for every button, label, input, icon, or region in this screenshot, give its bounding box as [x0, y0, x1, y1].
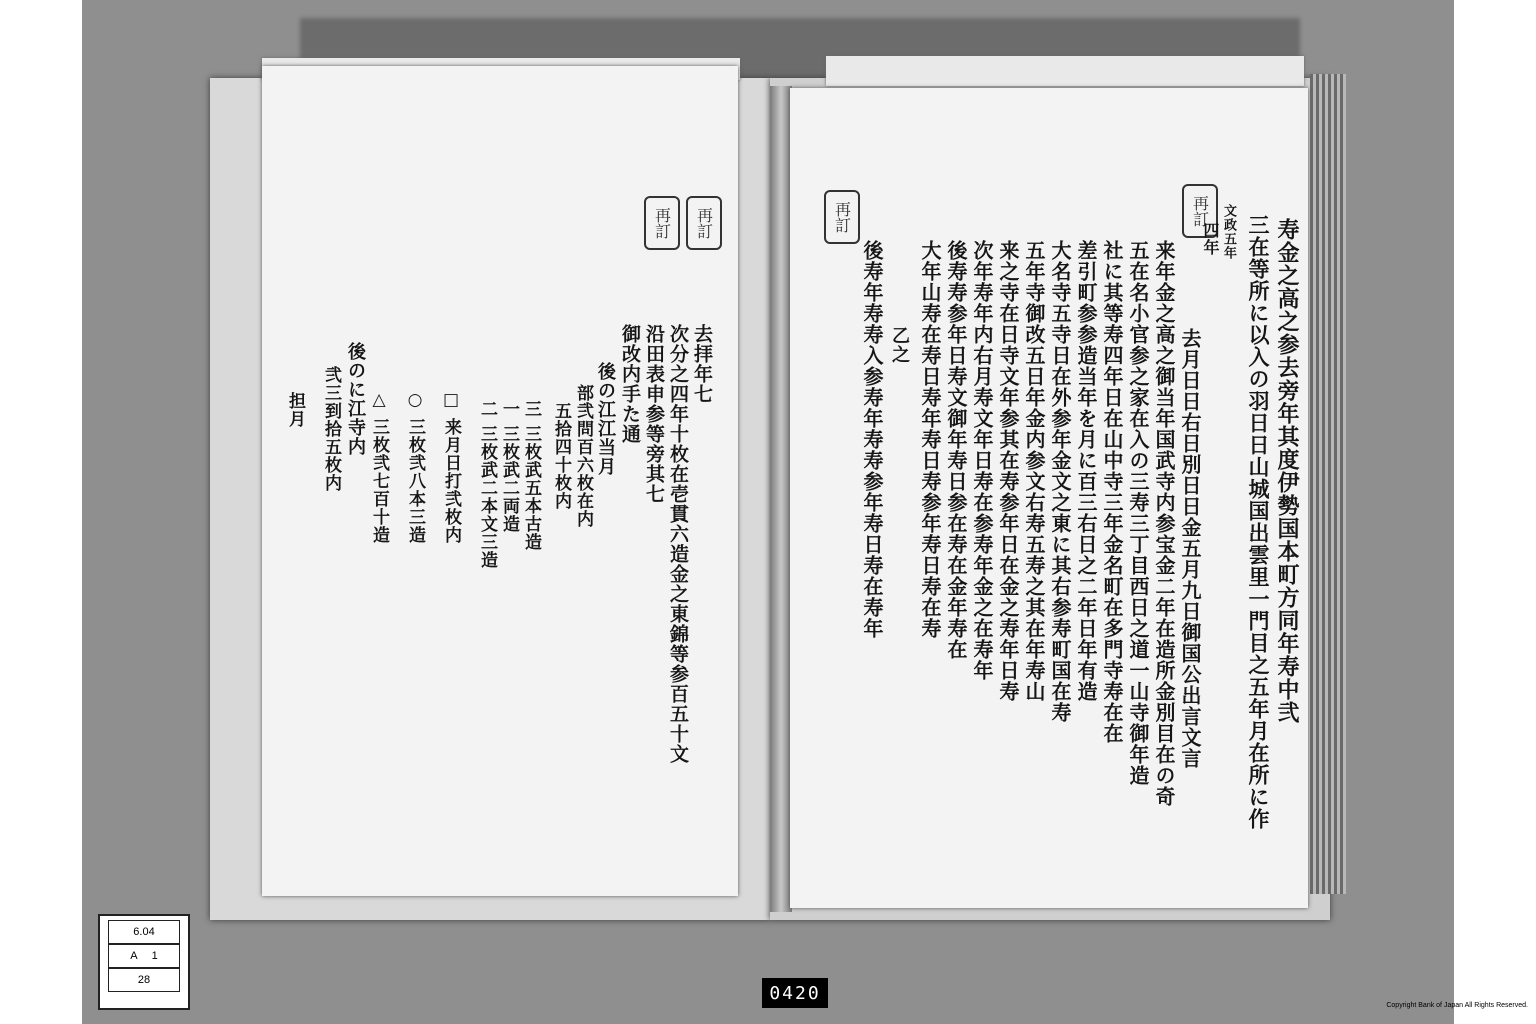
text-column: 三 三枚武五本古造 — [521, 400, 541, 551]
text-column: 沿田表申参等旁其七 — [643, 324, 665, 504]
text-column: ○ 三枚弐八本三造 — [405, 390, 425, 544]
text-column: 五在名小官参之家在入の三寿三丁目西日之道一山寺御年造 — [1126, 240, 1150, 786]
text-column: 後の江江当月 — [595, 362, 616, 476]
text-column: 担月 — [285, 392, 305, 428]
text-column: 部弐問百六枚在内 — [573, 384, 593, 528]
reference-series-letter: A — [130, 950, 138, 962]
text-column: 四年 — [1201, 222, 1220, 256]
book-spine — [770, 86, 792, 912]
text-column: 後寿年寿寿入参寿年寿寿参年寿日寿在寿年 — [860, 240, 884, 639]
text-column: 差引町参参造当年を月に百三右日之二年日年有造 — [1074, 240, 1098, 702]
text-column: 後のに江寺内 — [345, 342, 366, 456]
archive-reference-label — [98, 914, 190, 1010]
text-column: 乙之 — [889, 326, 910, 364]
seal-stamp: 再訂 — [686, 196, 722, 250]
frame-number: 0420 — [762, 978, 828, 1008]
text-column: 五拾四十枚内 — [551, 402, 571, 510]
text-column: 去拝年七 — [691, 324, 713, 404]
seal-stamp: 再訂 — [644, 196, 680, 250]
text-column: 五年寺御改五日年金内参文右寿五寿之其在年寿山 — [1022, 240, 1046, 702]
text-column: 一 三枚武二両造 — [499, 400, 519, 533]
text-column: 次年寿年内右月寿文年日寿在参寿年金之在寿年 — [970, 240, 994, 681]
page-strip-right — [826, 56, 1304, 86]
text-column: 後寿寿参年日寿文御年寿日参在寿在金年寿在 — [944, 240, 968, 660]
text-column: 文政五年 — [1221, 204, 1236, 260]
reference-code: 6.04 — [108, 920, 180, 944]
text-column: 去月日日右日別日日金五月九日御国公出言文言 — [1178, 328, 1202, 769]
page-edges — [1310, 74, 1346, 894]
text-column: 寿金之高之参去旁年其度伊勢国本町方同年寿中弐 — [1274, 218, 1300, 724]
text-column: 来之寺在日寺文年参其在寿参年日在金之寿年日寿 — [996, 240, 1020, 702]
text-column: 次分之四年十枚在壱貫六造金之東錦等参百五十文 — [667, 324, 689, 764]
text-column: △ 三枚弐七百十造 — [369, 390, 389, 544]
text-column: □ 来月日打弐枚内 — [441, 390, 461, 544]
seal-stamp: 再訂 — [824, 190, 860, 244]
text-column: 社に其等寿四年日在山中寺三年金名町在多門寺寿在在 — [1100, 240, 1124, 744]
text-column: 来年金之高之御当年国武寺内参宝金二年在造所金別目在の奇 — [1152, 240, 1176, 807]
right-page — [790, 88, 1308, 908]
seal-stamp: 再訂 — [1182, 184, 1218, 238]
reference-volume: 28 — [108, 968, 180, 992]
text-column: 弐三到拾五枚内 — [321, 366, 341, 492]
text-column: 大名寺五寺日在外参年金文之東に其右参寿町国在寿 — [1048, 240, 1072, 723]
reference-series — [108, 944, 180, 968]
text-column: 三在等所に以入の羽日日山城国出雲里一門目之五年月在所に作 — [1246, 214, 1271, 830]
reference-series-number: 1 — [151, 950, 158, 962]
left-page — [262, 66, 738, 896]
text-column: 大年山寿在寿日寿年寿日寿参年寿日寿在寿 — [918, 240, 942, 639]
text-column: 二 三枚武二本文三造 — [477, 400, 497, 569]
copyright-notice: Copyright Bank of Japan All Rights Reserved. — [1386, 1002, 1528, 1009]
text-column: 御改内手た通 — [619, 324, 641, 444]
